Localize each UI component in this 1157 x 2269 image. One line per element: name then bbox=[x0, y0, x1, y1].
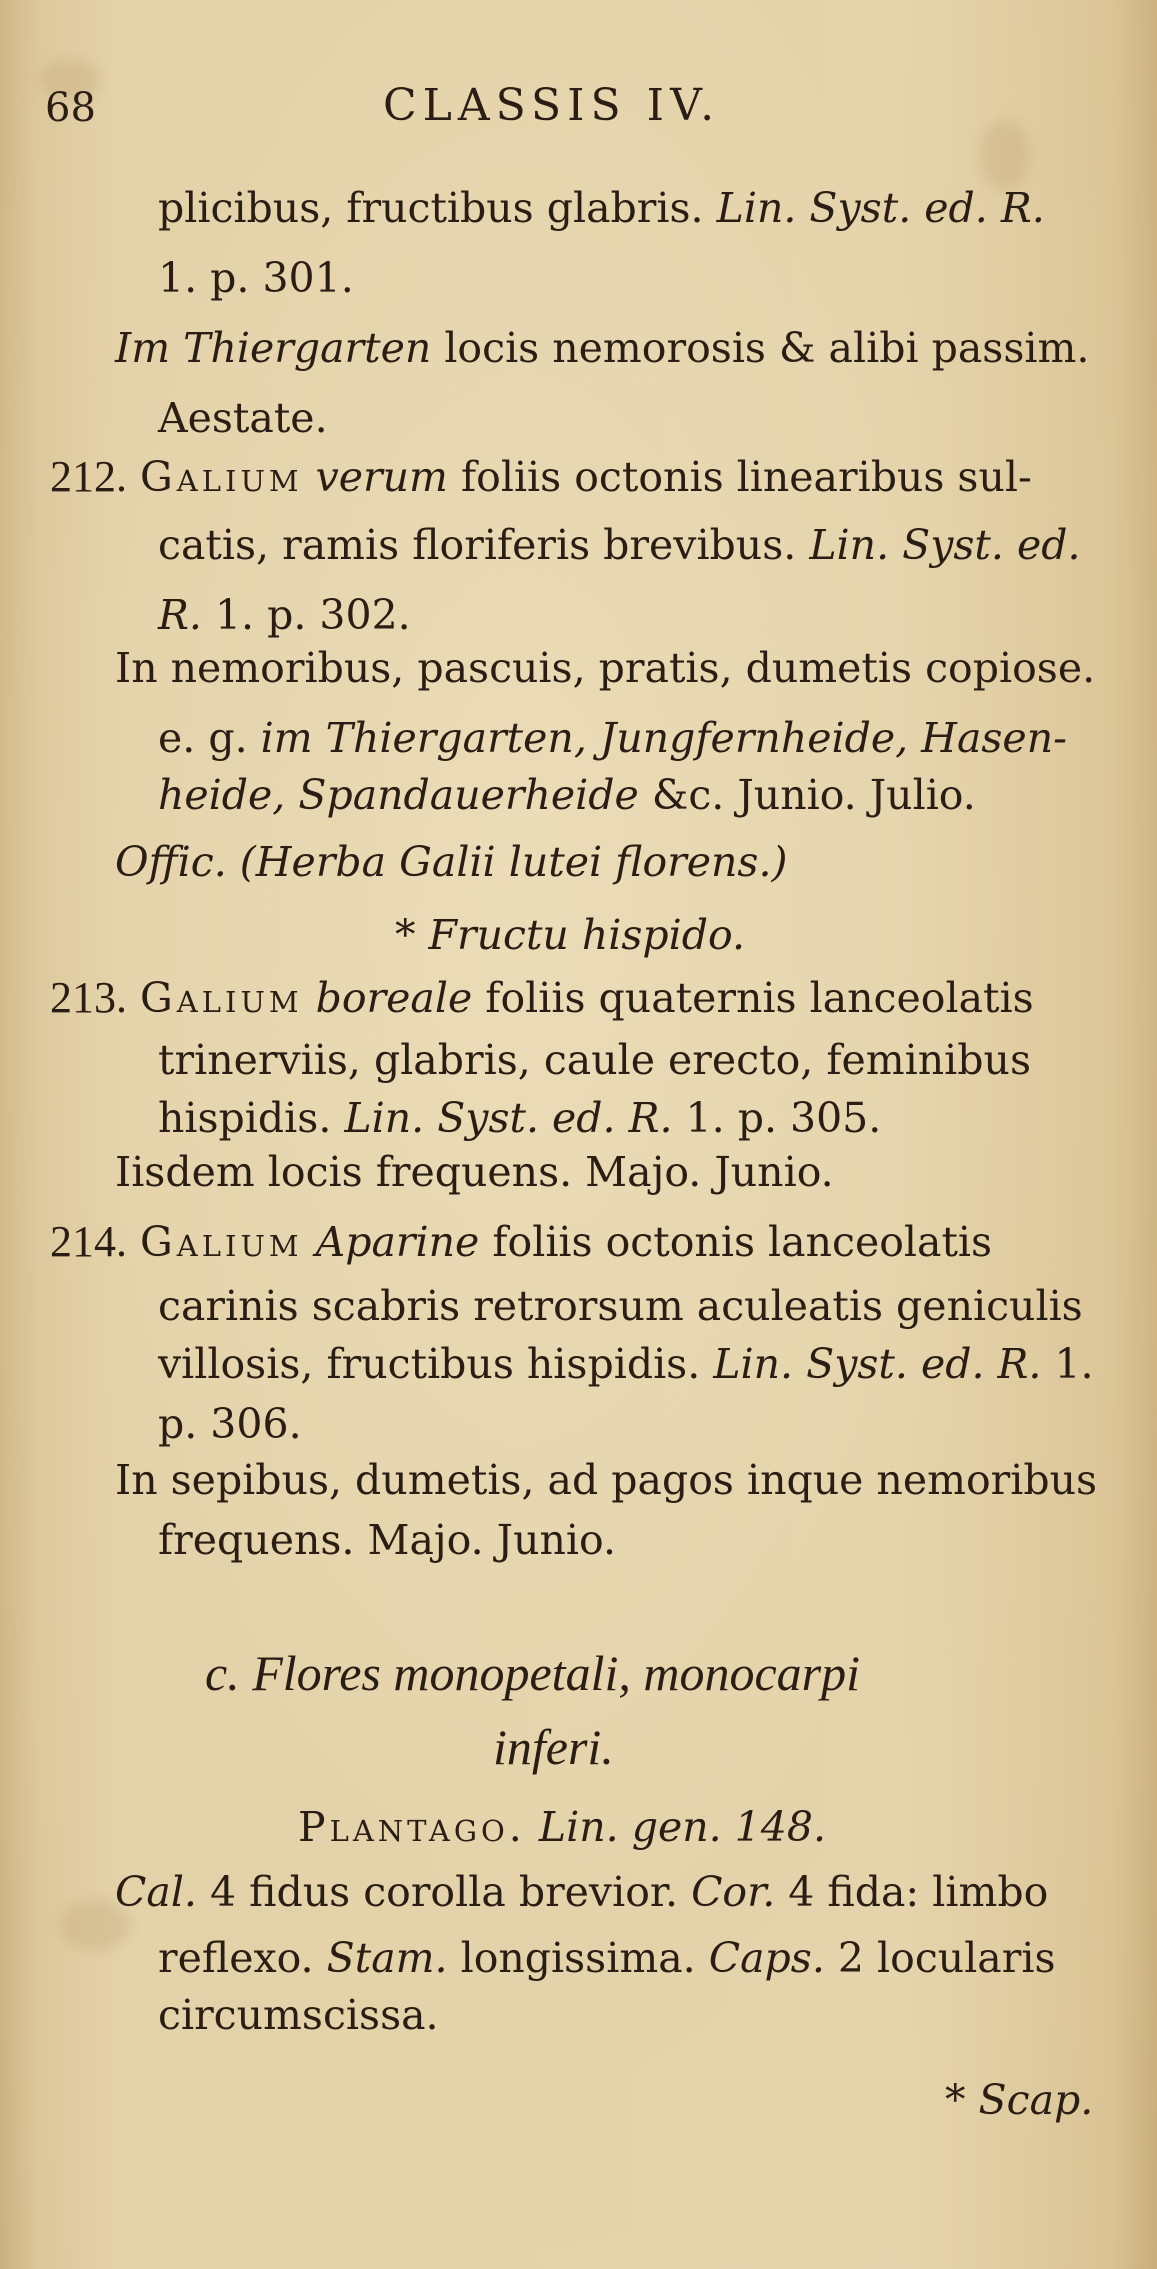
variety-heading: * Fructu hispido. bbox=[395, 911, 746, 959]
text-line: In sepibus, dumetis, ad pagos inque nemoribus bbox=[115, 1456, 1098, 1504]
text-line: p. 306. bbox=[158, 1400, 302, 1448]
species-entry-213: 213. Galium boreale foliis quaternis lanceolatis bbox=[50, 973, 1034, 1022]
text-line: frequens. Majo. Junio. bbox=[158, 1516, 616, 1564]
text-line: Cal. 4 fidus corolla brevior. Cor. 4 fida: limbo bbox=[115, 1868, 1049, 1916]
text-line: e. g. im Thiergarten, Jungfernheide, Hasen- bbox=[158, 714, 1067, 762]
text-line: trinerviis, glabris, caule erecto, feminibus bbox=[158, 1036, 1031, 1084]
text-line: carinis scabris retrorsum aculeatis geniculis bbox=[158, 1282, 1083, 1330]
catchword: * Scap. bbox=[945, 2076, 1094, 2124]
text-line: hispidis. Lin. Syst. ed. R. 1. p. 305. bbox=[158, 1094, 882, 1142]
text-line: reflexo. Stam. longissima. Caps. 2 locularis bbox=[158, 1934, 1056, 1982]
text-line: Iisdem locis frequens. Majo. Junio. bbox=[115, 1148, 834, 1196]
text-line: heide, Spandauerheide &c. Junio. Julio. bbox=[158, 771, 976, 819]
text-line: catis, ramis floriferis brevibus. Lin. Syst. ed. bbox=[158, 521, 1081, 569]
section-heading: c. Flores monopetali, monocarpi bbox=[205, 1645, 861, 1701]
text-line: Aestate. bbox=[158, 394, 328, 442]
page-number: 68 bbox=[45, 85, 96, 131]
genus-heading: Plantago. Lin. gen. 148. bbox=[298, 1803, 826, 1851]
species-entry-214: 214. Galium Aparine foliis octonis lanceolatis bbox=[50, 1217, 993, 1266]
text-line: circumscissa. bbox=[158, 1991, 439, 2039]
text-line: 1. p. 301. bbox=[158, 254, 354, 302]
paper-stain bbox=[980, 120, 1030, 190]
text-line: In nemoribus, pascuis, pratis, dumetis copiose. bbox=[115, 644, 1096, 692]
text-line: villosis, fructibus hispidis. Lin. Syst. ed. R. 1. bbox=[158, 1340, 1094, 1388]
section-heading-cont: inferi. bbox=[493, 1719, 614, 1775]
species-entry-212: 212. Galium verum foliis octonis linearibus sul- bbox=[50, 452, 1032, 501]
text-line: Offic. (Herba Galii lutei florens.) bbox=[115, 838, 788, 886]
running-head: CLASSIS IV. bbox=[383, 80, 721, 131]
text-line: R. 1. p. 302. bbox=[158, 591, 411, 639]
text-line: Im Thiergarten locis nemorosis & alibi passim. bbox=[115, 324, 1090, 372]
text-line: plicibus, fructibus glabris. Lin. Syst. ed. R. bbox=[158, 184, 1045, 232]
